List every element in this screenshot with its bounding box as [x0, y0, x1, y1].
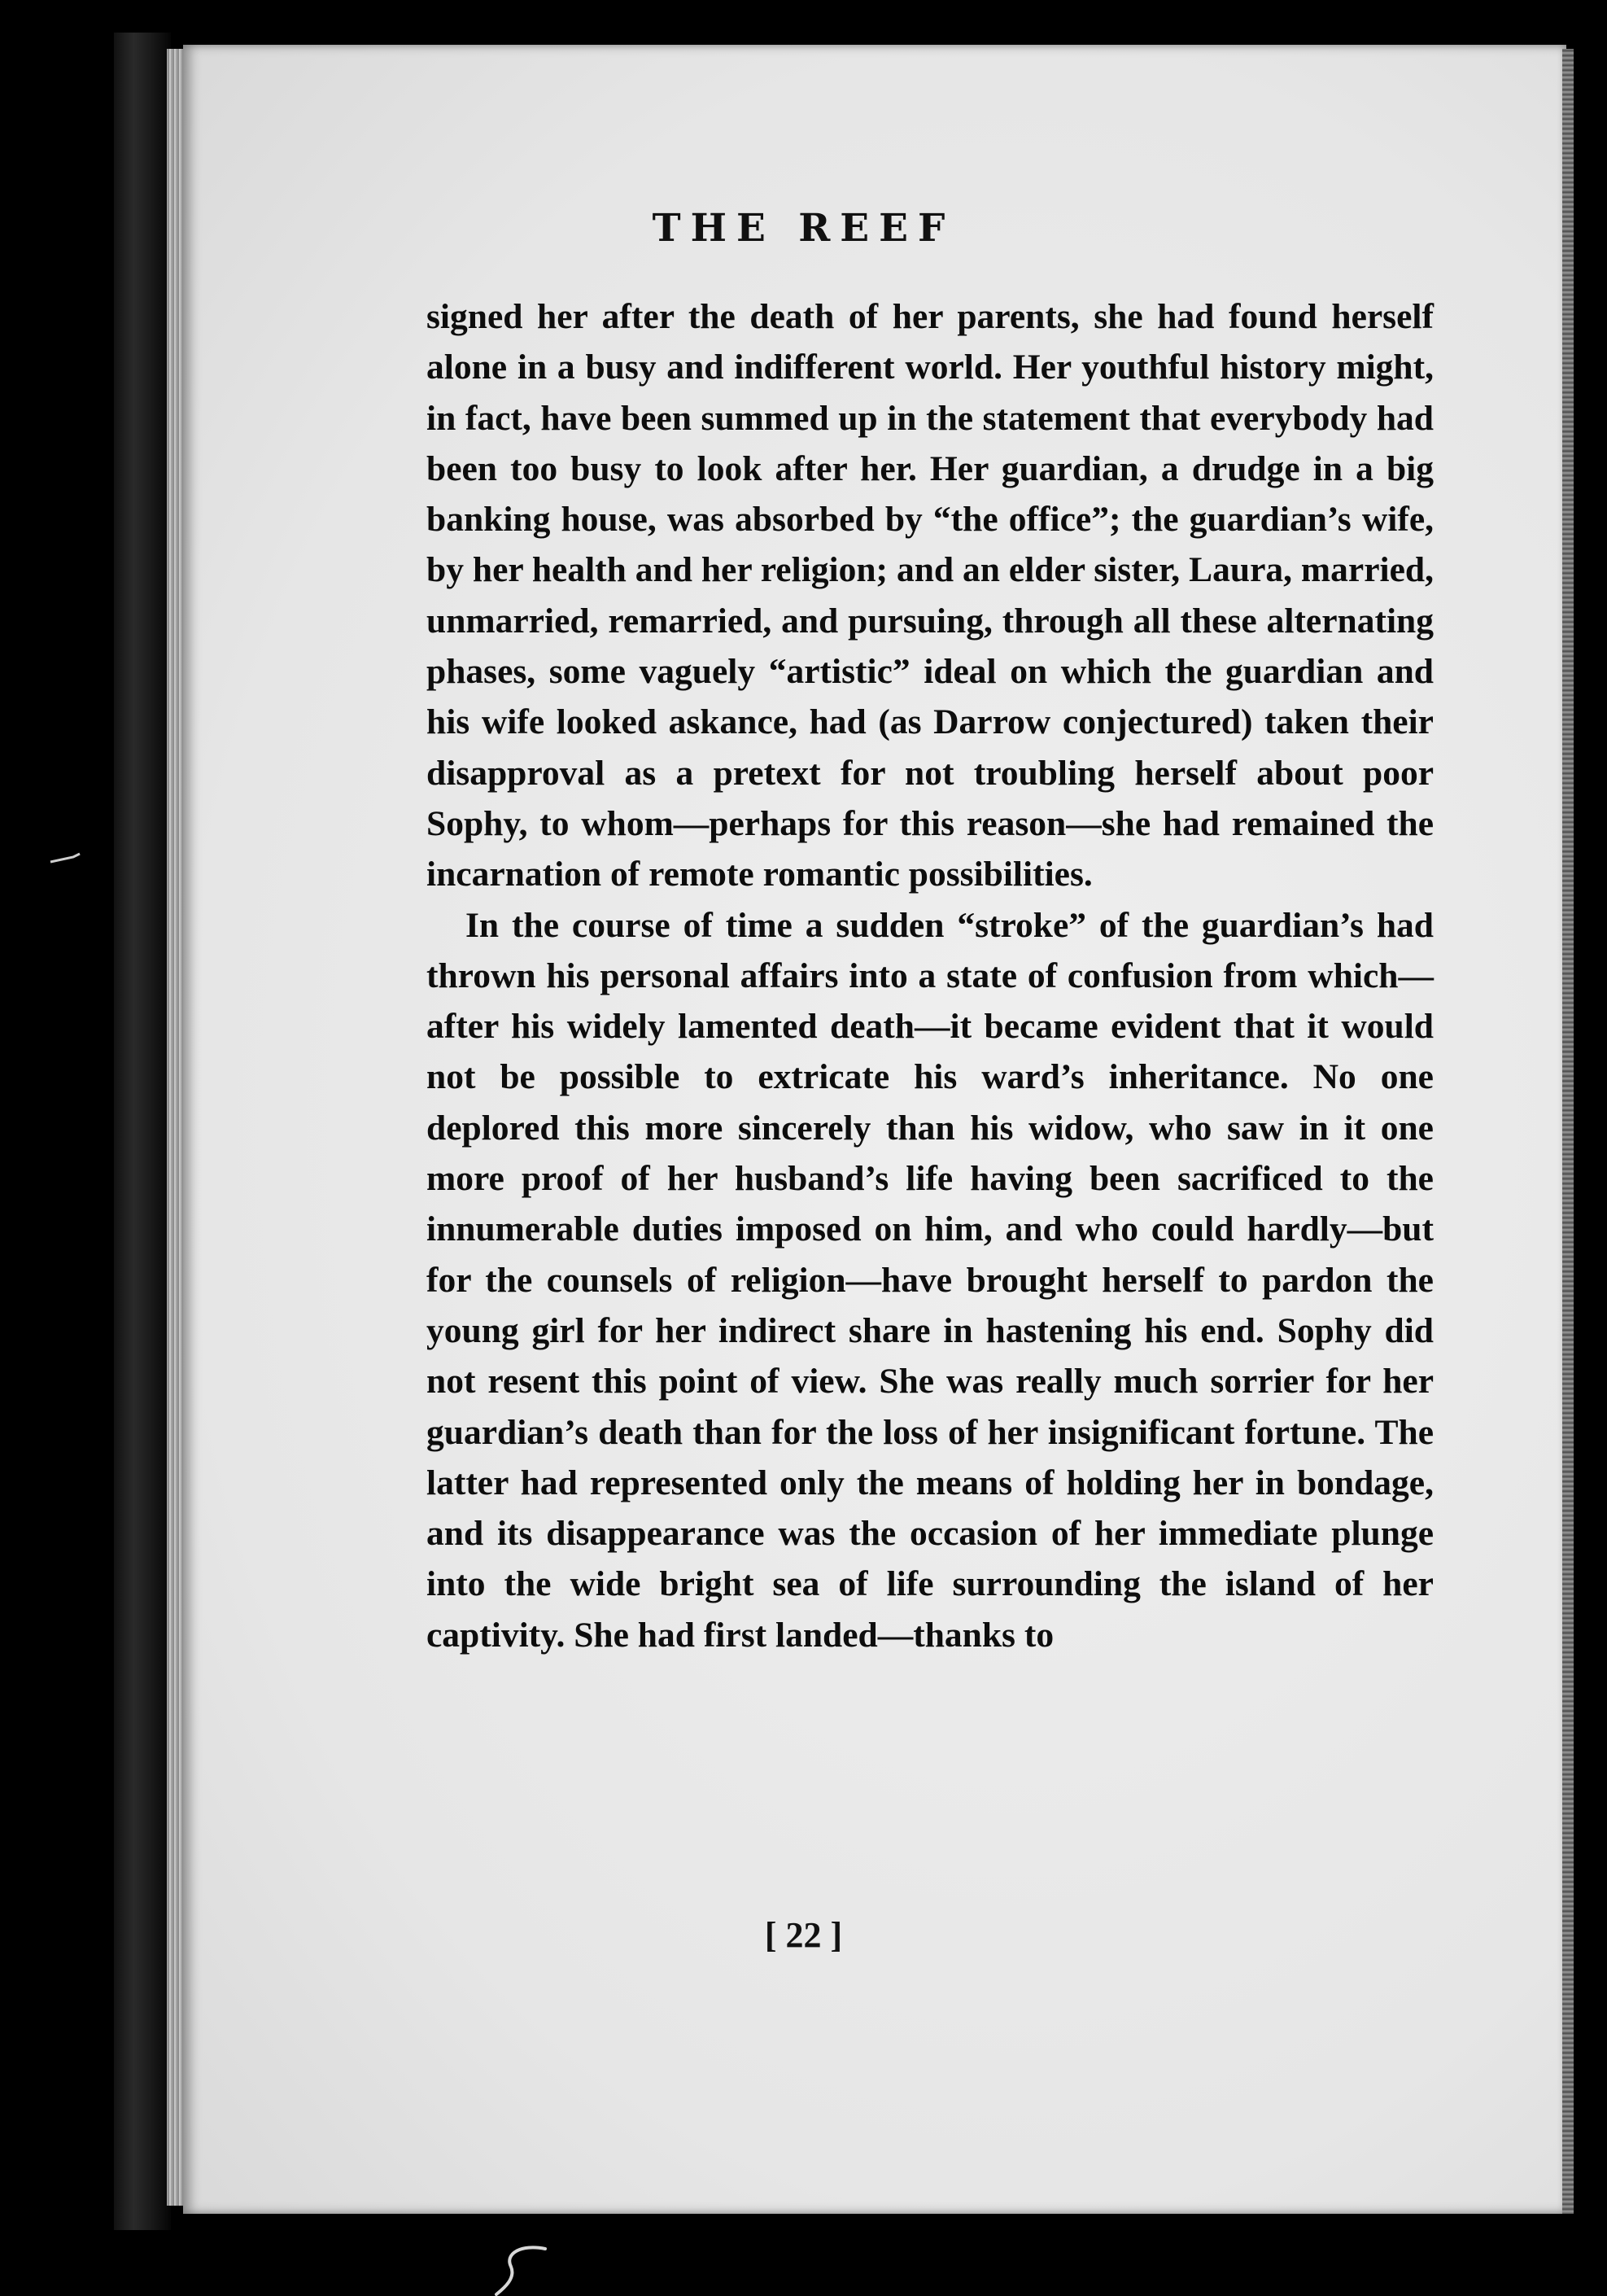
- paragraph-continued: signed her after the death of her parents, she had found herself alone in a busy and indifferent world. Her youthful history might, in fact, have been summed up in the statement that everybody had been too busy to look after her. Her guardian, a drudge in a big banking house, was absorbed by “the office”; the guardian’s wife, by her health and her religion; and an elder sister, Laura, married, unmarried, remarried, and pursuing, through all these alternating phases, some vaguely “artistic” ideal on which the guardian and his wife looked askance, had (as Darrow conjectured) taken their disapproval as a pretext for not troubling herself about poor Sophy, to whom—perhaps for this reason—she had remained the incarnation of remote romantic possibilities.: [426, 297, 1434, 894]
- scan-stray-mark: [488, 2242, 578, 2296]
- book-spine: [114, 33, 171, 2230]
- running-head: THE REEF: [652, 206, 955, 251]
- paragraph: In the course of time a sudden “stroke” of the guardian’s had thrown his personal affairs into a state of confusion from which—after his widely lamented death—it became evident that it would not be possible to extricate his ward’s inheritance. No one deplored this more sincerely than his widow, who saw in it one more proof of her husband’s life having been sacrificed to the innumerable duties imposed on him, and who could hardly—but for the counsels of religion—have brought herself to pardon the young girl for her indirect share in hastening his end. Sophy did not resent this point of view. She was really much sorrier for her guardian’s death than for the loss of her insignificant fortune. The latter had represented only the means of holding her in bondage, and its disappearance was the occasion of her immediate plunge into the wide bright sea of life surrounding the island of her captivity. She had first landed—thanks to: [426, 905, 1434, 1655]
- body-text: [426, 291, 1434, 1660]
- page-number: [ 22 ]: [764, 1915, 843, 1955]
- margin-mark: [49, 851, 81, 867]
- page-edge-right: [1562, 49, 1574, 2214]
